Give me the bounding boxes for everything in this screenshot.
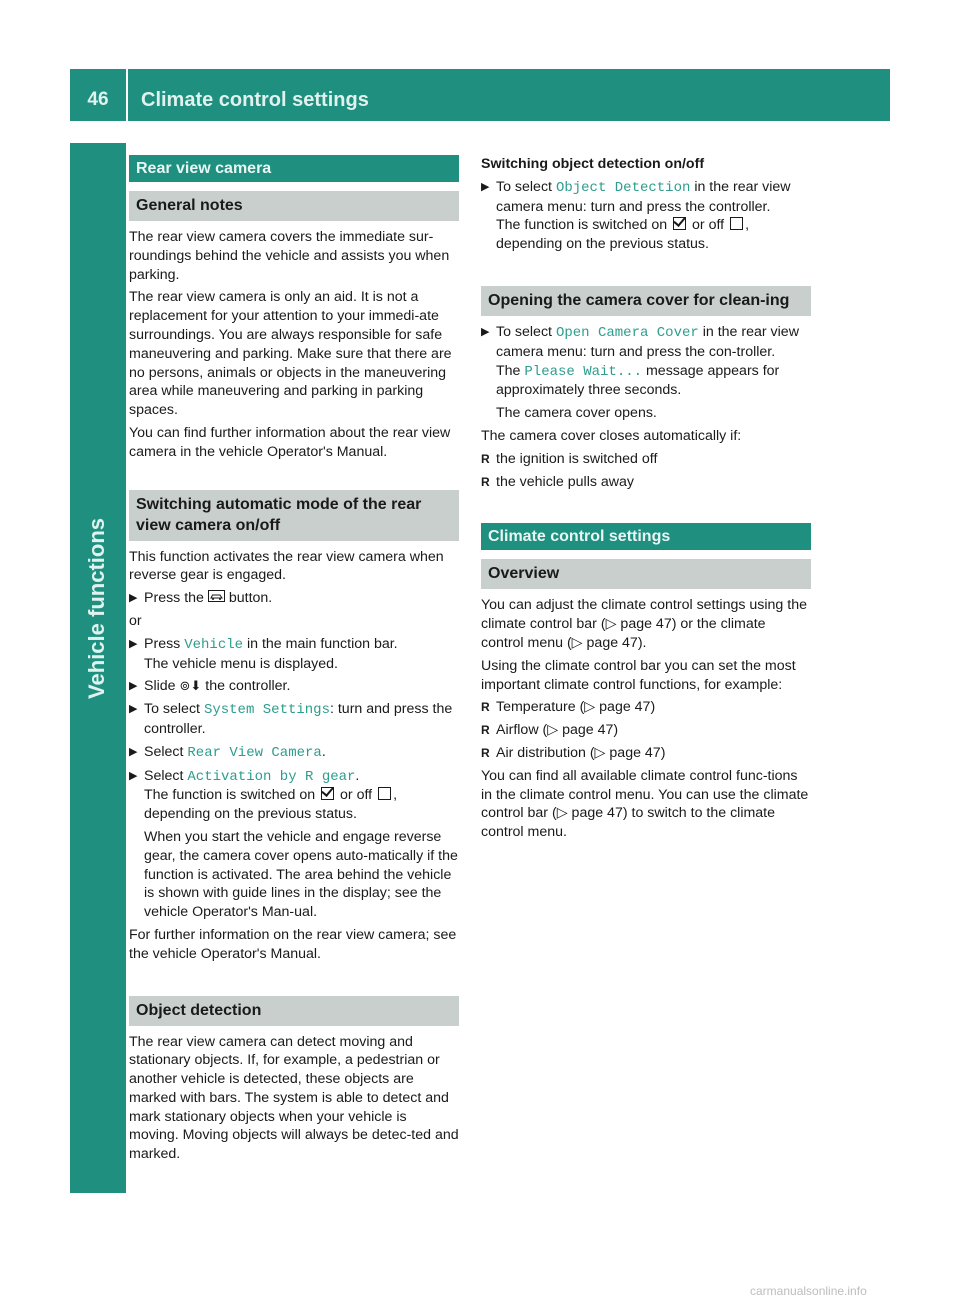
heading-switching-object-detection: Switching object detection on/off [481,156,705,172]
menu-item-system-settings: System Settings [203,702,330,719]
subsection-switching-automatic-mode: Switching automatic mode of the rear view camera on/off [129,490,459,541]
side-tab-label: Vehicle functions [84,518,109,699]
checkbox-checked-icon [673,217,686,230]
step-text: Press the [144,590,204,607]
step-text: or off [692,217,725,234]
step-item [129,635,459,674]
arrow-right-icon: ▶ [481,180,490,193]
paragraph: The camera cover closes automatically if: [481,427,742,444]
step-text: The function is switched on [496,217,668,234]
right-column [481,155,811,846]
bullet-r-icon: R [481,700,490,715]
step-text: message appears for approximately three seconds. [496,362,780,399]
step-text: , [745,217,750,234]
bullet-r-icon: R [481,451,490,466]
step-text: . [321,743,326,760]
step-text: When you start the vehicle and engage reverse gear, the camera cover opens auto-matically if the function is activated. The area behind the vehicle is shown with guide lines in the display; see the vehicle Operator's Man-ual. [144,828,458,921]
bullet-r-icon: R [481,745,490,760]
paragraph: You can adjust the climate control settings using the climate control bar (▷ page 47) or the climate control menu (▷ page 47). [481,597,807,651]
list-item [481,473,811,492]
page-number: 46 [87,89,109,110]
step-item [129,700,459,739]
step-text: The [496,362,521,379]
paragraph: You can find further information about the rear view camera in the vehicle Operator's Manual. [129,424,451,460]
list-item-text: Temperature (▷ page 47) [496,699,656,716]
step-text: The vehicle menu is displayed. [144,655,338,672]
arrow-right-icon: ▶ [129,592,138,605]
step-text: or off [340,787,373,804]
step-text: in the rear view camera menu: turn and press the controller. [496,178,791,215]
step-text: depending on the previous status. [496,236,709,253]
section-title-rear-view-camera: Rear view camera [129,155,459,182]
list-item [481,698,811,717]
list-item-text: the ignition is switched off [496,450,658,467]
step-text: The camera cover opens. [496,405,657,422]
paragraph: The rear view camera covers the immediate sur-roundings behind the vehicle and assists you when parking. [129,229,450,283]
arrow-right-icon: ▶ [481,325,490,338]
step-text: in the main function bar. [246,635,398,652]
step-text: To select [496,178,552,195]
step-item [129,589,459,608]
paragraph: You can find all available climate control func-tions in the climate control menu. You can use the climate control bar (▷ page 47) to switch to the climate control menu. [481,767,809,841]
step-text: To select [496,323,552,340]
controller-slide-icon: ⊚⬇ [179,678,202,694]
checkbox-unchecked-icon [730,217,743,230]
step-text: the controller. [205,678,291,695]
step-item [481,178,811,254]
arrow-right-icon: ▶ [129,680,138,693]
or-text: or [129,612,142,629]
arrow-right-icon: ▶ [129,745,138,758]
car-icon [208,589,225,608]
step-text: Press [144,635,181,652]
menu-item-rear-view-camera: Rear View Camera [187,744,322,761]
step-text: To select [144,701,200,718]
list-item [481,450,811,469]
subsection-general-notes: General notes [129,191,459,221]
section-title-climate-control-settings: Climate control settings [481,523,811,550]
step-text: button. [228,590,273,607]
step-item [129,743,459,763]
list-item-text: Air distribution (▷ page 47) [496,744,666,761]
subsection-opening-camera-cover: Opening the camera cover for clean-ing [481,286,811,316]
step-item [481,323,811,423]
step-text: in the rear view camera menu: turn and press the con-troller. [496,323,799,360]
watermark: carmanualsonline.info [750,1284,867,1298]
step-text: Slide [144,678,176,695]
arrow-right-icon: ▶ [129,769,138,782]
list-item [481,721,811,740]
message-please-wait: Please Wait... [524,363,643,380]
checkbox-checked-icon [321,787,334,800]
step-item [129,767,459,922]
step-text: , [393,787,398,804]
left-column [129,155,459,1168]
list-item-text: Airflow (▷ page 47) [496,722,619,739]
paragraph: The rear view camera can detect moving and stationary objects. If, for example, a pedestrian or another vehicle is detected, these objects are marked with bars. The system is able to detect and mark stationary objects when your vehicle is moving. Moving objects will always be detec-ted and marked. [129,1033,459,1163]
step-text: The function is switched on [144,787,316,804]
page-title: Climate control settings [141,89,369,111]
step-text: . [355,767,360,784]
checkbox-unchecked-icon [378,787,391,800]
step-text: Select [144,743,184,760]
paragraph: The rear view camera is only an aid. It is not a replacement for your attention to your immedi-ate surroundings. You are always responsible for safe maneuvering and parking. Make sure that there are no persons, animals or objects in the maneuvering area while maneuvering and parking in parking spaces. [129,289,452,419]
subsection-overview: Overview [481,559,811,589]
menu-item-activation-by-r-gear: Activation by R gear [187,768,356,785]
step-text: Select [144,767,184,784]
paragraph: For further information on the rear view camera; see the vehicle Operator's Manual. [129,926,457,962]
header-divider [126,69,128,121]
step-text: depending on the previous status. [144,806,357,823]
menu-item-object-detection: Object Detection [555,179,691,196]
step-item [129,677,459,696]
bullet-r-icon: R [481,474,490,489]
list-item-text: the vehicle pulls away [496,473,635,490]
step-text: : turn and press the controller. [144,701,453,737]
menu-item-vehicle: Vehicle [184,636,244,653]
list-item [481,744,811,763]
paragraph: This function activates the rear view camera when reverse gear is engaged. [129,548,444,584]
subsection-object-detection: Object detection [129,996,459,1026]
bullet-r-icon: R [481,723,490,738]
paragraph: Using the climate control bar you can set the most important climate control functions, for example: [481,657,796,693]
arrow-right-icon: ▶ [129,637,138,650]
menu-item-open-camera-cover: Open Camera Cover [555,324,699,341]
arrow-right-icon: ▶ [129,703,138,716]
